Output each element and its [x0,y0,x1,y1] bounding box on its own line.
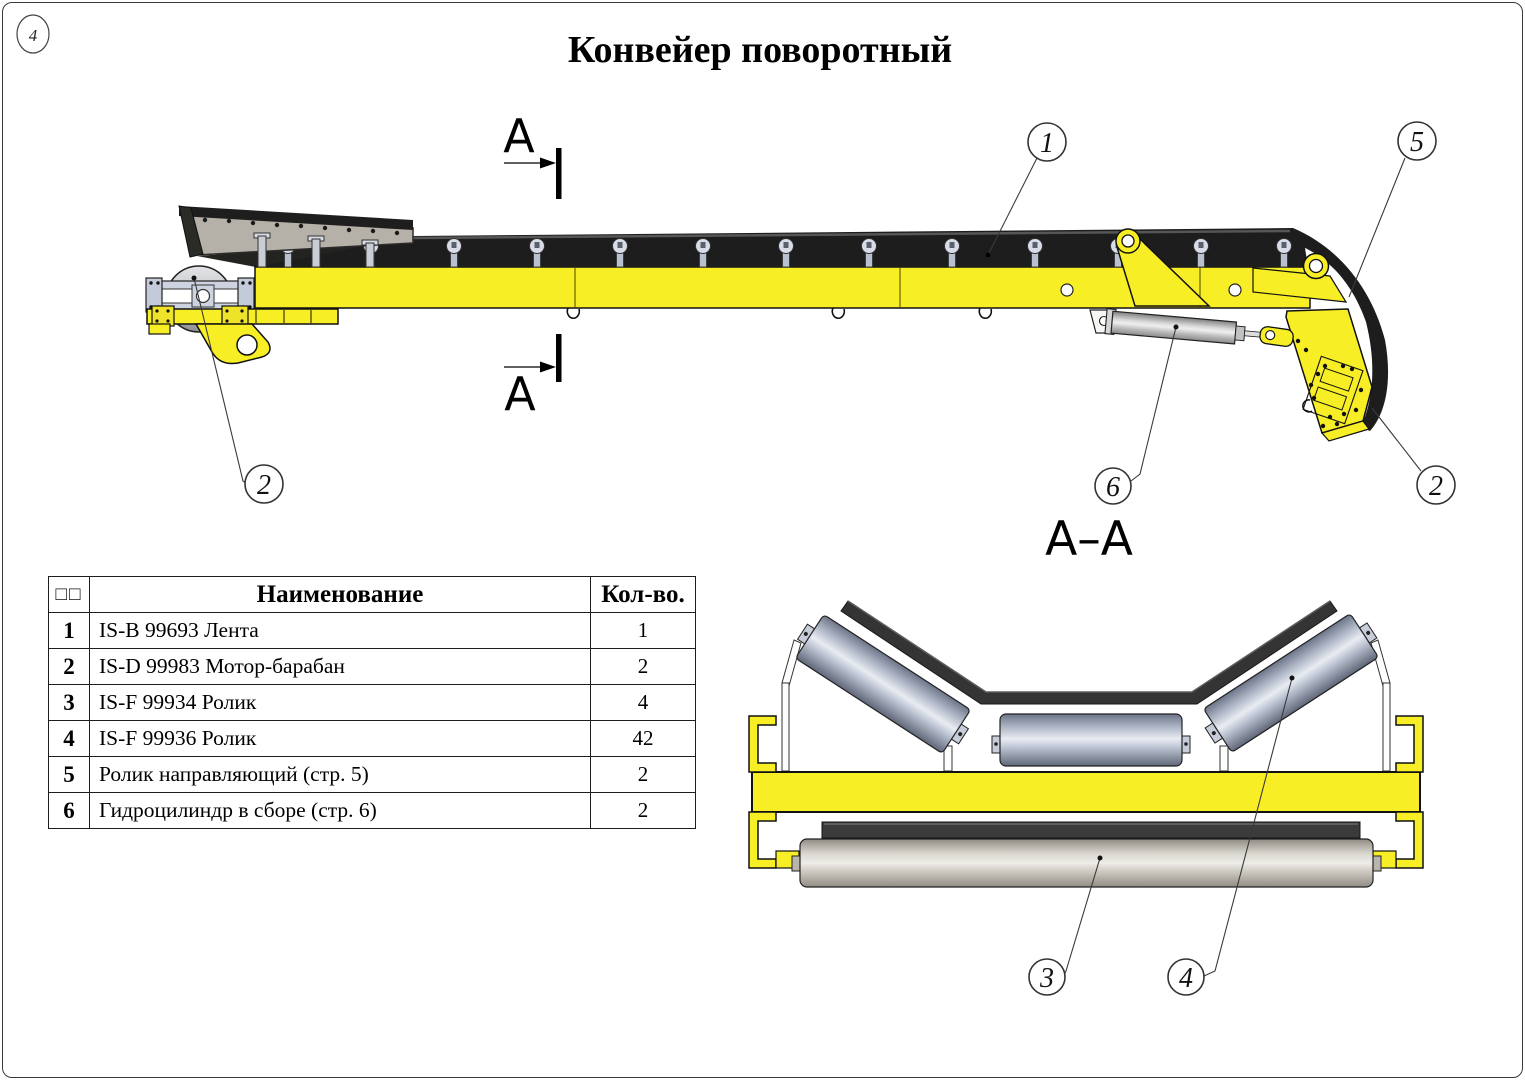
head-pulley-plate [1286,309,1372,441]
callout-balloon-trough-roller [1168,959,1204,995]
hydraulic-cylinder-assembly [1090,309,1294,348]
callout-balloon-cylinder [1095,468,1131,504]
leader-dot [1290,676,1295,681]
frame-hole [1061,284,1073,296]
section-letter-top: A [503,109,535,163]
section-mark-top [503,109,561,199]
return-roller [792,839,1381,887]
callout-balloon-drum-right [1417,466,1455,504]
leader-lines [194,158,1421,483]
header-qty: Кол-во. [591,577,696,613]
leader-dot [986,253,991,258]
svg-text:5: 5 [1410,127,1424,158]
leader-dot [1098,856,1103,861]
table-row: 6 Гидроцилиндр в сборе (стр. 6) 2 [49,793,696,829]
header-num: □□ [49,577,90,613]
table-row: 3 IS-F 99934 Ролик 4 [49,685,696,721]
cylinder-body [1105,309,1264,348]
section-view-label: A–A [1045,512,1133,567]
svg-text:6: 6 [1106,472,1120,503]
svg-text:2: 2 [1429,471,1443,502]
side-view [146,109,1455,504]
section-beam [752,772,1420,812]
page-number: 4 [28,26,38,45]
frame-hook [832,308,844,318]
table-row: 1 IS-B 99693 Лента 1 [49,613,696,649]
parts-table [48,576,696,829]
center-roller [992,714,1190,766]
frame-hook [979,308,991,318]
section-view [749,601,1423,995]
leader-dot [1174,325,1179,330]
frame-hook [567,308,579,318]
parts-table-header [49,577,696,613]
callout-balloon-belt [1028,123,1066,161]
leader-dot [192,276,197,281]
cylinder-clevis [1259,326,1294,347]
frame-hole [1229,284,1241,296]
drum-lug-hole [237,335,257,355]
callout-balloon-guide-roller [1398,122,1436,160]
svg-text:3: 3 [1040,963,1054,994]
svg-text:4: 4 [1179,963,1193,994]
callout-balloon-drum-left [245,465,283,503]
table-row: 4 IS-F 99936 Ролик 42 [49,721,696,757]
page-title: Конвейер поворотный [567,29,953,71]
table-row: 2 IS-D 99983 Мотор-барабан 2 [49,649,696,685]
table-row: 5 Ролик направляющий (стр. 5) 2 [49,757,696,793]
svg-text:1: 1 [1040,128,1054,159]
section-letter-bottom: A [504,367,536,421]
header-name: Наименование [90,577,591,613]
svg-text:2: 2 [257,470,271,501]
section-mark-bottom [504,334,562,421]
callout-balloon-return-roller [1029,959,1065,995]
